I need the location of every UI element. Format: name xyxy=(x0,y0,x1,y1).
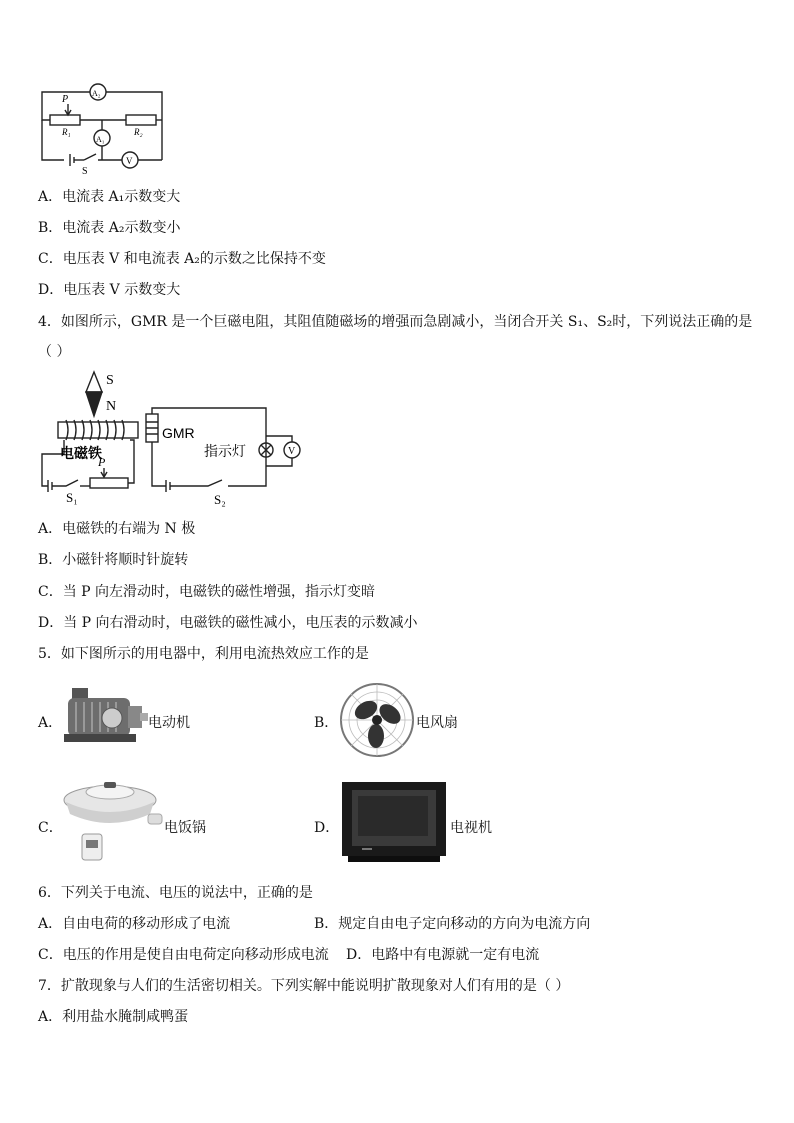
q5-option-b-letter: B． xyxy=(314,715,339,731)
q3-p-label: P xyxy=(62,94,69,105)
q5-option-a-caption: 电动机 xyxy=(148,715,190,731)
q3-circuit-diagram xyxy=(38,80,168,176)
q5-option-d-caption: 电视机 xyxy=(450,820,492,836)
q5-option-c-caption: 电饭锅 xyxy=(164,820,206,836)
q3-option-a: A．电流表 A₁示数变大 xyxy=(38,189,181,205)
q5-option-c-letter: C． xyxy=(38,820,63,836)
q4-s2-label: S₂ xyxy=(214,492,226,507)
motor-image xyxy=(62,680,150,760)
q4-gmr-label: GMR xyxy=(162,425,195,441)
q3-a2-label: A₂ xyxy=(92,89,101,98)
q4-option-b: B．小磁针将顺时针旋转 xyxy=(38,552,189,568)
q3-s-label: S xyxy=(82,166,88,176)
q4-p-label: P xyxy=(98,455,106,469)
q4-s1-label: S₁ xyxy=(66,490,78,505)
q4-electromagnet-label: 电磁铁 xyxy=(60,446,102,462)
q5-stem: 5．如下图所示的用电器中，利用电流热效应工作的是 xyxy=(38,646,369,662)
q6-option-c: C．电压的作用是使自由电荷定向移动形成电流 xyxy=(38,947,329,963)
q5-option-d-letter: D． xyxy=(314,820,340,836)
q3-option-c: C．电压表 V 和电流表 A₂的示数之比保持不变 xyxy=(38,251,326,267)
q3-v-label: V xyxy=(126,156,133,166)
q4-n-label: N xyxy=(106,399,117,414)
q7-stem: 7．扩散现象与人们的生活密切相关。下列实解中能说明扩散现象对人们有用的是（ ） xyxy=(38,978,570,994)
q3-option-b: B．电流表 A₂示数变小 xyxy=(38,220,181,236)
q4-option-c: C．当 P 向左滑动时，电磁铁的磁性增强，指示灯变暗 xyxy=(38,584,376,600)
q4-electromagnet-gmr-diagram xyxy=(38,370,306,508)
q4-lamp-label: 指示灯 xyxy=(204,444,246,460)
q4-stem-parens: （ ） xyxy=(38,344,71,360)
q3-a1-label: A₁ xyxy=(96,135,105,144)
q5-option-b-caption: 电风扇 xyxy=(416,715,458,731)
electric-fan-image xyxy=(336,680,418,760)
rice-cooker-image xyxy=(60,778,166,866)
q6-option-d: D．电路中有电源就一定有电流 xyxy=(346,947,540,963)
q3-option-d: D．电压表 V 示数变大 xyxy=(38,282,181,298)
q4-v-label: V xyxy=(288,446,296,457)
q6-stem: 6．下列关于电流、电压的说法中，正确的是 xyxy=(38,885,313,901)
q4-s-label: S xyxy=(106,373,114,388)
q3-r2-label: R₂ xyxy=(134,127,143,137)
q4-stem: 4．如图所示，GMR 是一个巨磁电阻，其阻值随磁场的增强而急剧减小，当闭合开关 S₁、S₂时，下列说法正确的是 xyxy=(38,314,753,330)
television-image xyxy=(338,778,450,866)
q7-option-a: A．利用盐水腌制咸鸭蛋 xyxy=(38,1009,189,1025)
q4-option-a: A．电磁铁的右端为 N 极 xyxy=(38,521,196,537)
q6-option-b: B．规定自由电子定向移动的方向为电流方向 xyxy=(314,916,591,932)
q3-r1-label: R₁ xyxy=(62,127,71,137)
q4-option-d: D．当 P 向右滑动时，电磁铁的磁性减小，电压表的示数减小 xyxy=(38,615,418,631)
q5-option-a-letter: A． xyxy=(38,715,63,731)
q6-option-a: A．自由电荷的移动形成了电流 xyxy=(38,916,231,932)
